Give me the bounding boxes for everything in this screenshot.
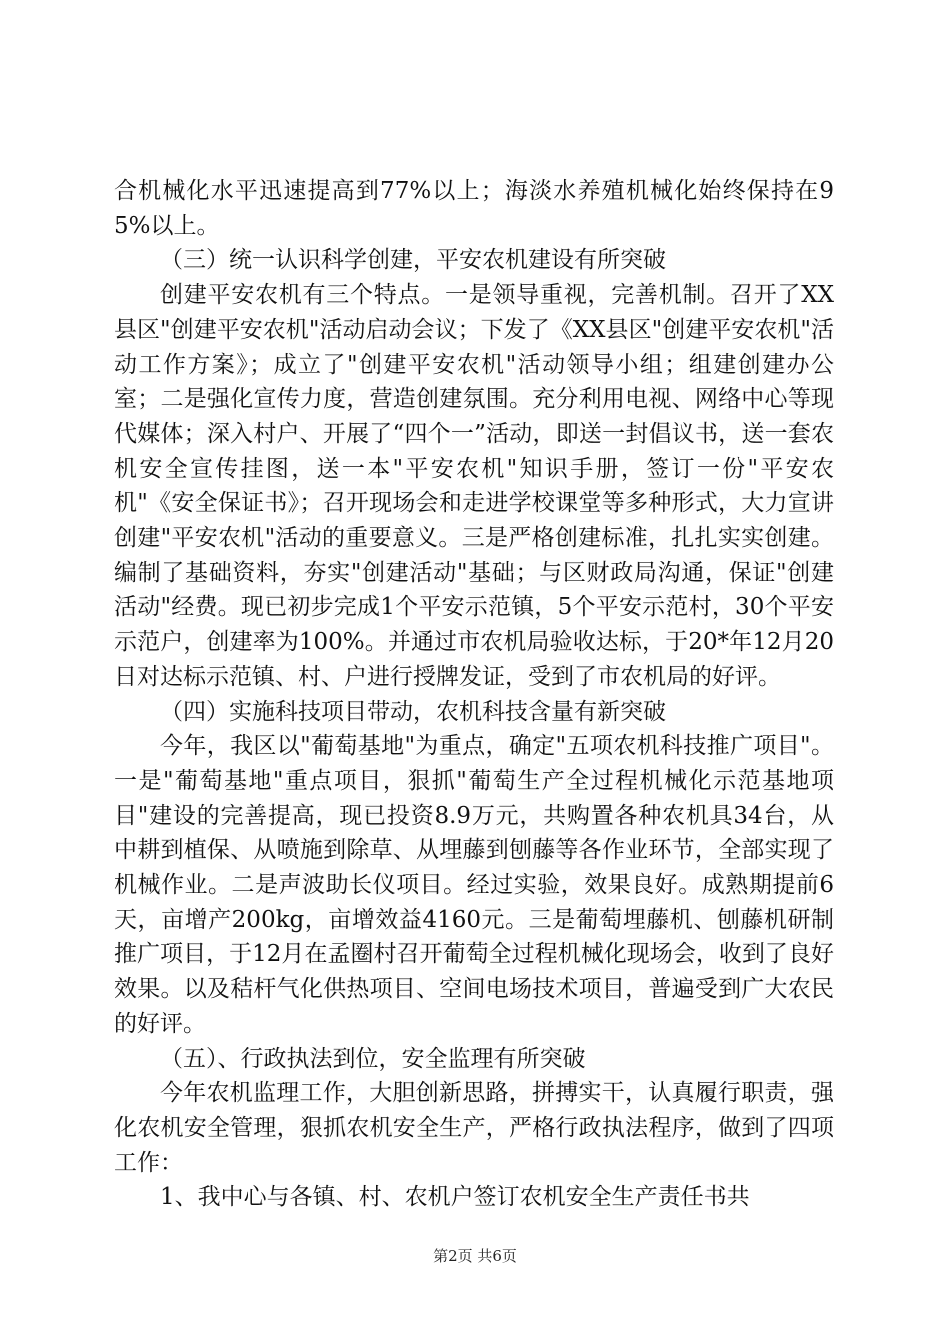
document-body (114, 174, 834, 1215)
section-heading-4: （四）实施科技项目带动，农机科技含量有新突破 (160, 698, 666, 725)
section-heading-5: （五）、行政执法到位，安全监理有所突破 (160, 1045, 586, 1072)
section-heading-3: （三）统一认识科学创建，平安农机建设有所突破 (160, 247, 666, 274)
paragraph-supervision: 今年农机监理工作，大胆创新思路，拼搏实干，认真履行职责，强化农机安全管理，狠抓农机安全生产，严格行政执法程序，做到了四项工作： (114, 1080, 834, 1176)
paragraph-tech-projects: 今年，我区以"葡萄基地"为重点，确定"五项农机科技推广项目"。一是"葡萄基地"重点项目，狠抓"葡萄生产全过程机械化示范基地项目"建设的完善提高，现已投资8.9万元，共购置各种农机具34台，从中耕到植保、从喷施到除草、从埋藤到刨藤等各作业环节，全部实现了机械作业。二是声波助长仪项目。经过实验，效果良好。成熟期提前6天，亩增产200kg，亩增效益4160元。三是葡萄埋藤机、刨藤机研制推广项目，于12月在孟圈村召开葡萄全过程机械化现场会，收到了良好效果。以及秸杆气化供热项目、空间电场技术项目，普遍受到广大农民的好评。 (114, 733, 834, 1037)
paragraph-safe-agri-machinery: 创建平安农机有三个特点。一是领导重视，完善机制。召开了XX县区"创建平安农机"活动启动会议；下发了《XX县区"创建平安农机"活动工作方案》；成立了"创建平安农机"活动领导小组；组建创建办公室；二是强化宣传力度，营造创建氛围。充分利用电视、网络中心等现代媒体；深入村户、开展了“四个一”活动，即送一封倡议书，送一套农机安全宣传挂图，送一本"平安农机"知识手册，签订一份"平安农机"《安全保证书》；召开现场会和走进学校课堂等多种形式，大力宣讲创建"平安农机"活动的重要意义。三是严格创建标准，扎扎实实创建。编制了基础资料，夯实"创建活动"基础；与区财政局沟通，保证"创建活动"经费。现已初步完成1个平安示范镇，5个平安示范村，30个平安示范户，创建率为100%。并通过市农机局验收达标，于20*年12月20日对达标示范镇、村、户进行授牌发证，受到了市农机局的好评。 (114, 282, 834, 690)
paragraph-item-1: 1、我中心与各镇、村、农机户签订农机安全生产责任书共 (160, 1184, 750, 1211)
page-footer: 第2页 共6页 (433, 1247, 517, 1265)
paragraph-continuation: 合机械化水平迅速提高到77%以上；海淡水养殖机械化始终保持在95%以上。 (114, 178, 834, 239)
